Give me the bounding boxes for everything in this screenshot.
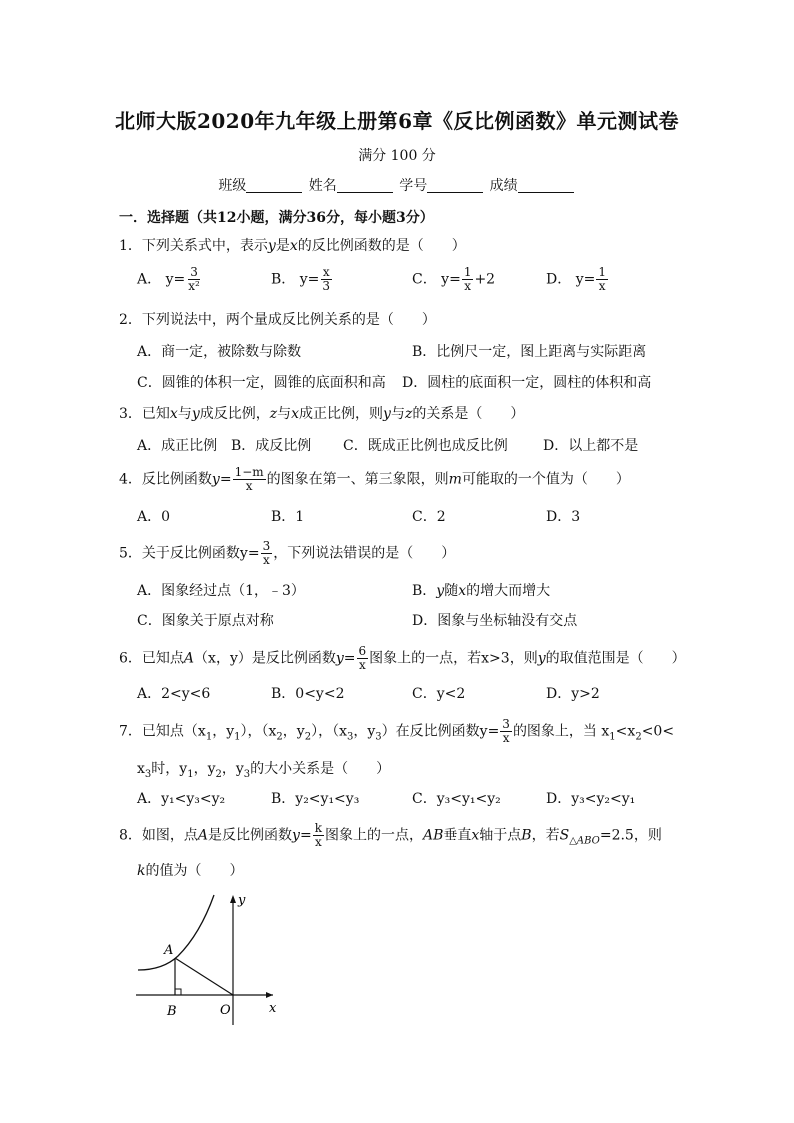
question-text: 的图象上，当 x [512, 723, 610, 740]
var-z: z [404, 406, 413, 422]
option-b: B．y₂<y₁<y₃ [271, 791, 360, 807]
full-score: 满分 100 分 [358, 148, 436, 164]
numerator: 1 [463, 265, 472, 279]
expr: x>3 [481, 650, 510, 667]
expr: y= [479, 723, 500, 740]
class-label: 班级 [218, 178, 247, 194]
question-text: 成正比例，则 [299, 406, 384, 422]
fraction [596, 266, 608, 293]
var-y: y [211, 471, 220, 488]
option-c: C．y<2 [412, 686, 466, 702]
subscript: 1 [609, 731, 616, 743]
numerator: 1 [598, 265, 606, 279]
question-7 [119, 718, 674, 746]
question-number: 7． [119, 723, 142, 740]
label-x: x [269, 1001, 277, 1016]
point-a: A [197, 827, 209, 844]
fraction [313, 822, 324, 849]
question-text: 是 [275, 238, 290, 254]
segment-ao-line [175, 958, 233, 995]
question-text: 下列说法中，两个量成反比例关系的是（ ） [141, 312, 436, 328]
question-text: 的反比例函数的是（ ） [297, 238, 466, 254]
var-z: z [269, 406, 278, 422]
question-text: <0< [641, 723, 675, 740]
numerator: 6 [358, 644, 367, 658]
option-a: A．0 [137, 509, 171, 525]
numerator: 3 [190, 265, 198, 279]
option-c [412, 266, 495, 293]
x-axis-arrow-icon [266, 992, 273, 998]
denominator: x [314, 835, 322, 849]
expr: y= [165, 271, 186, 288]
option-a: A．图象经过点（1，﹣3） [137, 583, 305, 599]
var-y: y [335, 650, 344, 667]
question-8 [119, 822, 662, 850]
var-k: k [137, 863, 146, 879]
question-text: ），（x [240, 723, 277, 740]
subscript: 2 [635, 731, 642, 743]
fraction [261, 540, 273, 567]
option-b: B．比例尺一定，图上距离与实际距离 [412, 344, 647, 360]
numerator: 3 [262, 539, 271, 553]
var-m: m [448, 471, 462, 488]
option-c: C．2 [412, 509, 446, 525]
expr: +2 [474, 271, 496, 288]
subscript: 2 [304, 731, 312, 743]
label-a: A [164, 943, 174, 958]
question-number: 1． [119, 238, 142, 254]
option-text: 随 [444, 583, 459, 599]
right-angle-mark [175, 989, 181, 995]
expr: （x，y） [194, 650, 252, 667]
denominator: x [598, 279, 606, 293]
denominator: x [358, 658, 366, 672]
option-label: B． [271, 271, 296, 288]
expr: y= [239, 545, 260, 562]
q8-figure [128, 890, 290, 1030]
question-text: 下列关系式中，表示 [141, 238, 268, 254]
var-y: y [267, 238, 276, 254]
question-text: ，下列说法错误的是（ ） [273, 545, 456, 562]
var-x: x [458, 583, 467, 599]
denominator: x [464, 279, 472, 293]
question-text: x [137, 761, 145, 777]
subscript: 1 [187, 768, 194, 780]
option-text: 的增大而增大 [466, 583, 551, 599]
fraction [462, 266, 474, 293]
point-a: A [183, 650, 195, 667]
student-number-blank [427, 178, 483, 193]
var-y: y [537, 650, 546, 667]
option-d: D．图象与坐标轴没有交点 [412, 613, 578, 629]
area-symbol: S [559, 827, 570, 844]
question-text: ，y [282, 723, 305, 740]
question-text: 的值为（ ） [145, 863, 244, 879]
class-blank [246, 178, 302, 193]
question-text: 图象上的一点，若 [369, 650, 482, 667]
question-text: 关于反比例函数 [141, 545, 240, 562]
fraction [357, 645, 369, 672]
subscript: 2 [215, 768, 222, 780]
question-4 [119, 466, 630, 493]
option-a [137, 266, 203, 293]
option-d: D．圆柱的底面积一定，圆柱的体积和高 [402, 375, 652, 391]
label-b: B [167, 1004, 177, 1019]
option-d: D．以上都不是 [543, 438, 639, 454]
option-label: B． [412, 583, 437, 599]
question-text: 的大小关系是（ ） [250, 761, 391, 777]
question-number: 3． [119, 406, 142, 422]
question-text: 垂直 [443, 827, 472, 844]
option-d: D．y₃<y₂<y₁ [546, 791, 636, 807]
question-number: 5． [119, 545, 142, 562]
question-5 [119, 540, 455, 567]
question-text: <x [615, 723, 636, 740]
fraction [320, 266, 332, 293]
var-y: y [292, 827, 300, 844]
question-text: 与 [277, 406, 292, 422]
question-text: 的取值范围是（ ） [545, 650, 686, 667]
question-3 [119, 405, 524, 423]
expr: y= [441, 271, 461, 288]
question-text: ，y [212, 723, 235, 740]
denominator: 3 [322, 279, 331, 293]
var-x: x [289, 238, 298, 254]
question-text: 已知 [141, 406, 170, 422]
option-a: A．y₁<y₃<y₂ [137, 791, 226, 807]
question-text: 成反比例， [199, 406, 270, 422]
question-text: ，若 [531, 827, 560, 844]
subscript: △ABO [569, 835, 600, 847]
var-y: y [383, 406, 391, 422]
option-label: A． [137, 271, 162, 288]
var-y: y [436, 583, 445, 599]
segment-ab: AB [422, 827, 444, 844]
question-text: 图象上的一点， [324, 827, 423, 844]
question-text: 如图，点 [141, 827, 198, 844]
section-heading: 一．选择题（共12小题，满分36分，每小题3分） [119, 210, 434, 226]
question-text: ，y [353, 723, 376, 740]
expr: = [299, 827, 312, 844]
option-c: C．既成正比例也成反比例 [343, 438, 508, 454]
question-text: ，y [193, 761, 216, 777]
var-x: x [169, 406, 178, 422]
y-axis-arrow-icon [230, 895, 236, 903]
option-d: D．3 [546, 509, 581, 525]
option-label: C． [412, 271, 437, 288]
question-text: 已知点 [141, 650, 184, 667]
option-c: C．图象关于原点对称 [137, 613, 274, 629]
numerator: k [314, 821, 322, 835]
fraction [186, 266, 202, 293]
expr: = [219, 471, 232, 488]
question-2 [119, 311, 436, 329]
option-d [546, 266, 609, 293]
fraction [500, 718, 512, 745]
question-1 [119, 237, 466, 255]
question-text: 轴于点 [479, 827, 522, 844]
question-number: 8． [119, 827, 142, 844]
denominator: x [262, 553, 270, 567]
subscript: 3 [144, 768, 152, 780]
var-y: y [191, 406, 200, 422]
student-info-line [0, 175, 794, 195]
question-6 [119, 645, 686, 672]
question-text: ），（x [311, 723, 347, 740]
point-b: B [521, 827, 532, 844]
expr: y= [299, 271, 320, 288]
question-text: 是反比例函数 [208, 827, 293, 844]
grade-blank [518, 178, 574, 193]
question-text: 时，y [151, 761, 188, 777]
expr: y= [575, 271, 596, 288]
option-b [271, 266, 333, 293]
question-text: 与 [177, 406, 192, 422]
subscript: 3 [346, 731, 354, 743]
numerator: 1−m [234, 465, 264, 479]
question-text: =2.5，则 [599, 827, 662, 844]
option-d: D．y>2 [546, 686, 600, 702]
grade-label: 成绩 [489, 178, 518, 194]
subscript: 2 [276, 731, 283, 743]
question-text: 是反比例函数 [251, 650, 336, 667]
option-a: A．成正比例 [137, 438, 218, 454]
label-y: y [238, 893, 246, 908]
subscript: 3 [243, 768, 251, 780]
question-text: 反比例函数 [141, 471, 212, 488]
name-label: 姓名 [308, 178, 337, 194]
option-c: C．y₃<y₁<y₂ [412, 791, 501, 807]
denominator: x [245, 479, 253, 493]
page-title: 北师大版2020年九年级上册第6章《反比例函数》单元测试卷 [114, 109, 680, 133]
denominator: x² [188, 279, 200, 293]
option-a: A．2<y<6 [137, 686, 211, 702]
question-number: 2． [119, 312, 142, 328]
question-text: 可能取的一个值为（ ） [461, 471, 630, 488]
question-7-line-2 [137, 760, 390, 784]
question-text: 已知点（x [141, 723, 206, 740]
var-x: x [291, 406, 300, 422]
denominator: x [502, 731, 510, 745]
question-number: 4． [119, 471, 142, 488]
name-blank [337, 178, 393, 193]
option-c: C．圆锥的体积一定，圆锥的底面积和高 [137, 375, 386, 391]
label-o: O [220, 1003, 231, 1018]
question-text: ，y [221, 761, 244, 777]
student-number-label: 学号 [399, 178, 428, 194]
question-number: 6． [119, 650, 142, 667]
option-b [412, 582, 550, 600]
question-text: 与 [390, 406, 405, 422]
subscript: 3 [375, 731, 382, 743]
option-label: D． [546, 271, 572, 288]
question-text: ）在反比例函数 [381, 723, 480, 740]
numerator: 3 [502, 717, 510, 731]
option-b: B．1 [271, 509, 305, 525]
question-8-line-2 [137, 862, 243, 880]
numerator: x [322, 265, 330, 279]
subscript: 1 [234, 731, 241, 743]
fraction [233, 466, 266, 493]
subscript: 1 [205, 731, 213, 743]
question-text: 的关系是（ ） [412, 406, 525, 422]
question-text: ，则 [509, 650, 538, 667]
question-text: 的图象在第一、第三象限，则 [266, 471, 449, 488]
option-b: B．成反比例 [231, 438, 312, 454]
expr: = [343, 650, 356, 667]
option-a: A．商一定，被除数与除数 [137, 344, 302, 360]
option-b: B．0<y<2 [271, 686, 345, 702]
var-x: x [471, 827, 480, 844]
